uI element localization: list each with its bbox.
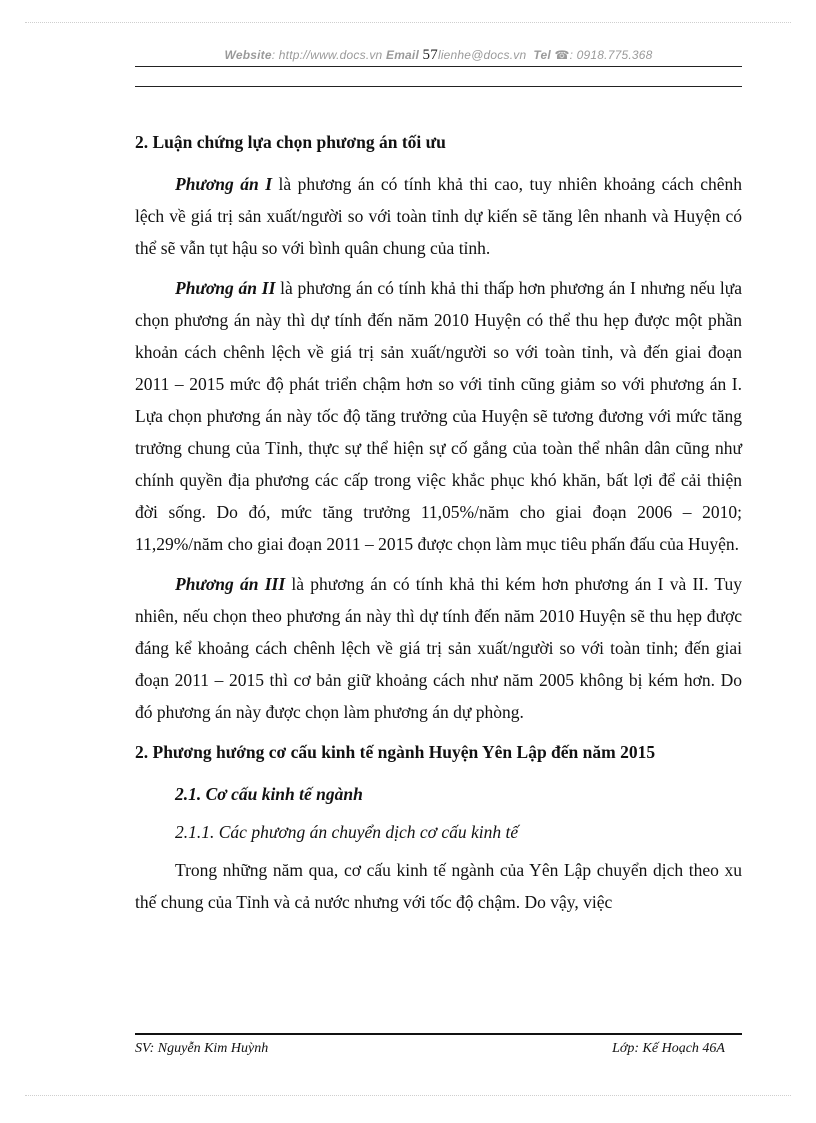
- tel-label: Tel: [533, 48, 551, 62]
- website-value: : http://www.docs.vn: [271, 48, 383, 62]
- option-2-text: là phương án có tính khả thi thấp hơn phương án I nhưng nếu lựa chọn phương án này thì dự tính đến năm 2010 Huyện có thể thu hẹp được một phần khoản cách chênh lệch về giá trị sản xuất/người so với toàn tỉnh, và đến giai đoạn 2011 – 2015 mức độ phát triển chậm hơn so với tỉnh cũng giảm so với phương án I. Lựa chọn phương án này tốc độ tăng trưởng của Huyện sẽ tương đương với mức tăng trưởng chung của Tỉnh, thực sự thể hiện sự cố gắng của toàn thể nhân dân cũng như chính quyền địa phương các cấp trong việc khắc phục khó khăn, bất lợi để cải thiện đời sống. Do đó, mức tăng trưởng 11,05%/năm cho giai đoạn 2006 – 2010; 11,29%/năm cho giai đoạn 2011 – 2015 được chọn làm mục tiêu phấn đấu của Huyện.: [135, 278, 742, 554]
- phone-icon: ☎: [554, 48, 570, 62]
- page-border-top: [25, 22, 791, 23]
- page-border-bottom: [25, 1095, 791, 1096]
- option-2-lead: Phương án II: [175, 278, 276, 298]
- heading-direction: 2. Phương hướng cơ cấu kinh tế ngành Huyện Yên Lập đến năm 2015: [135, 742, 656, 762]
- page-number: 57: [422, 47, 438, 63]
- email-value: lienhe@docs.vn: [437, 48, 527, 62]
- heading-optimal-option: 2. Luận chứng lựa chọn phương án tối ưu: [135, 132, 446, 152]
- email-label: Email: [385, 48, 419, 62]
- tel-value: : 0918.775.368: [569, 48, 653, 62]
- document-body: [135, 126, 742, 926]
- header-rule-bottom: [135, 86, 742, 87]
- heading-2-1: 2.1. Cơ cấu kinh tế ngành: [175, 784, 363, 804]
- footer-student: SV: Nguyễn Kim Huỳnh: [135, 1041, 269, 1056]
- paragraph-option-2: [135, 272, 742, 560]
- paragraph-structure: Trong những năm qua, cơ cấu kinh tế ngành của Yên Lập chuyển dịch theo xu thế chung của Tỉnh và cả nước nhưng với tốc độ chậm. Do vậy, việc: [135, 860, 742, 912]
- footer-class: Lớp: Kế Hoạch 46A: [612, 1041, 725, 1056]
- option-3-lead: Phương án III: [175, 574, 286, 594]
- paragraph-option-3: [135, 568, 742, 728]
- option-1-lead: Phương án I: [175, 174, 273, 194]
- paragraph-option-1: [135, 168, 742, 264]
- heading-2-1-1: 2.1.1. Các phương án chuyển dịch cơ cấu kinh tế: [175, 822, 519, 842]
- footer-rule: [135, 1033, 742, 1035]
- option-1-text: là phương án có tính khả thi cao, tuy nhiên khoảng cách chênh lệch về giá trị sản xuất/người so với toàn tỉnh dự kiến sẽ tăng lên nhanh và Huyện có thể sẽ vẫn tụt hậu so với bình quân chung của tỉnh.: [135, 174, 742, 258]
- page-footer: [135, 1041, 725, 1057]
- option-3-text: là phương án có tính khả thi kém hơn phương án I và II. Tuy nhiên, nếu chọn theo phương án này thì dự tính đến năm 2010 Huyện sẽ thu hẹp được đáng kể khoảng cách chênh lệch về giá trị sản xuất/người so với toàn tỉnh; đến giai đoạn 2011 – 2015 thì cơ bản giữ khoảng cách như năm 2005 không bị kém hơn. Do đó phương án này được chọn làm phương án dự phòng.: [135, 574, 742, 722]
- header-rule-top: [135, 66, 742, 67]
- website-label: Website: [224, 48, 272, 62]
- page-header: [135, 47, 742, 64]
